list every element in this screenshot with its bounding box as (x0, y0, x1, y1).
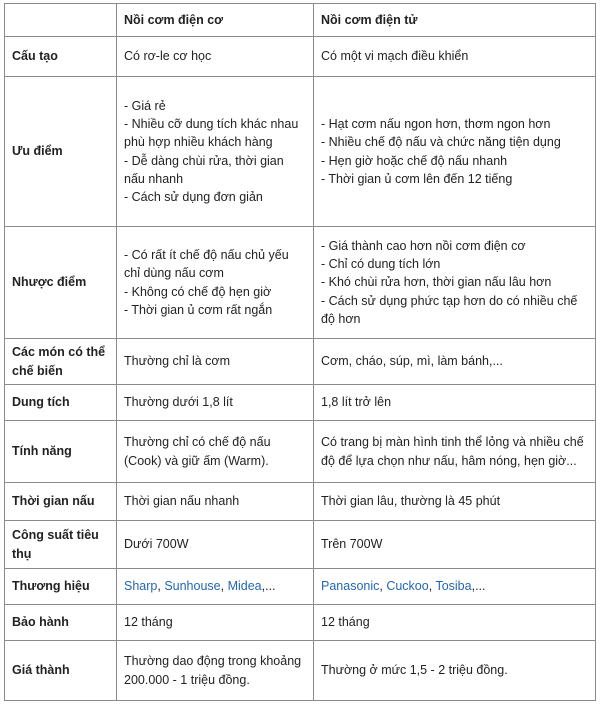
cell-co: 12 tháng (117, 605, 314, 641)
list-item: - Có rất ít chế độ nấu chủ yếu chỉ dùng nấu cơm (124, 248, 289, 281)
brand-separator: , (379, 579, 387, 594)
brand-link[interactable]: Cuckoo (386, 579, 429, 594)
list-item: - Chỉ có dung tích lớn (321, 257, 441, 272)
cell-tu-brands (314, 569, 596, 605)
cell-co: Dưới 700W (117, 521, 314, 569)
row-dung-tich (5, 385, 596, 421)
cell-tu: Có trang bị màn hình tinh thể lỏng và nhiều chế độ để lựa chọn như nấu, hâm nóng, hẹn giờ... (314, 421, 596, 483)
list-item: - Nhiều chế độ nấu và chức năng tiện dụng (321, 135, 561, 150)
header-empty (5, 4, 117, 37)
list-item: - Hạt cơm nấu ngon hơn, thơm ngon hơn (321, 117, 551, 132)
list-item: - Giá thành cao hơn nồi cơm điện cơ (321, 239, 526, 254)
row-label: Nhược điểm (5, 227, 117, 339)
row-label: Tính năng (5, 421, 117, 483)
row-label: Thời gian nấu (5, 483, 117, 521)
cell-tu: Trên 700W (314, 521, 596, 569)
cell-co-list (117, 227, 314, 339)
cell-co-list (117, 77, 314, 227)
header-co: Nồi cơm điện cơ (117, 4, 314, 37)
row-label: Bảo hành (5, 605, 117, 641)
list-item: - Cách sử dụng phức tạp hơn do có nhiều chế độ hơn (321, 293, 578, 326)
cell-tu-list (314, 227, 596, 339)
row-label: Dung tích (5, 385, 117, 421)
cell-tu: Cơm, cháo, súp, mì, làm bánh,... (314, 339, 596, 385)
cell-co-brands (117, 569, 314, 605)
cell-co: Thường dao động trong khoảng 200.000 - 1 triệu đồng. (117, 641, 314, 701)
row-label: Công suất tiêu thụ (5, 521, 117, 569)
list-item: - Không có chế độ hẹn giờ (124, 284, 272, 299)
row-thuong-hieu (5, 569, 596, 605)
row-gia-thanh (5, 641, 596, 701)
header-row (5, 4, 596, 37)
row-bao-hanh (5, 605, 596, 641)
brand-link[interactable]: Sunhouse (164, 579, 221, 594)
cell-tu-list (314, 77, 596, 227)
row-mon (5, 339, 596, 385)
row-label: Giá thành (5, 641, 117, 701)
list-item: - Cách sử dụng đơn giản (124, 189, 263, 204)
cell-tu: Thường ở mức 1,5 - 2 triệu đồng. (314, 641, 596, 701)
row-nhuoc-diem (5, 227, 596, 339)
cell-co: Thường chỉ có chế độ nấu (Cook) và giữ ấm (Warm). (117, 421, 314, 483)
brand-separator: , (220, 579, 228, 594)
list-item: - Thời gian ủ cơm lên đến 12 tiếng (321, 171, 513, 186)
brand-separator: , (157, 579, 165, 594)
list-item: - Nhiều cỡ dung tích khác nhau phù hợp nhiều khách hàng (124, 117, 299, 150)
brand-link[interactable]: Tosiba (435, 579, 472, 594)
list-item: - Thời gian ủ cơm rất ngắn (124, 302, 273, 317)
list-item: - Dễ dàng chùi rửa, thời gian nấu nhanh (124, 153, 284, 186)
row-label: Ưu điểm (5, 77, 117, 227)
row-label: Thương hiệu (5, 569, 117, 605)
cell-co: Thường chỉ là cơm (117, 339, 314, 385)
brand-link[interactable]: Midea (227, 579, 262, 594)
list-item: - Khó chùi rửa hơn, thời gian nấu lâu hơn (321, 275, 552, 290)
brand-suffix: ,... (471, 579, 486, 594)
comparison-table (4, 3, 596, 701)
brand-link[interactable]: Panasonic (321, 579, 380, 594)
cell-co: Thường dưới 1,8 lít (117, 385, 314, 421)
cell-tu: 12 tháng (314, 605, 596, 641)
brand-link[interactable]: Sharp (124, 579, 158, 594)
brand-suffix: ,... (261, 579, 276, 594)
row-label: Các món có thể chế biến (5, 339, 117, 385)
row-label: Cấu tạo (5, 37, 117, 77)
row-tinh-nang (5, 421, 596, 483)
cell-co: Thời gian nấu nhanh (117, 483, 314, 521)
cell-tu: Thời gian lâu, thường là 45 phút (314, 483, 596, 521)
row-cong-suat (5, 521, 596, 569)
cell-co: Có rơ-le cơ học (117, 37, 314, 77)
cell-tu: Có một vi mạch điều khiển (314, 37, 596, 77)
cell-tu: 1,8 lít trở lên (314, 385, 596, 421)
row-cau-tao (5, 37, 596, 77)
brand-separator: , (428, 579, 436, 594)
list-item: - Hẹn giờ hoặc chế độ nấu nhanh (321, 153, 508, 168)
row-thoi-gian (5, 483, 596, 521)
header-tu: Nồi cơm điện tử (314, 4, 596, 37)
row-uu-diem (5, 77, 596, 227)
list-item: - Giá rẻ (124, 99, 166, 114)
